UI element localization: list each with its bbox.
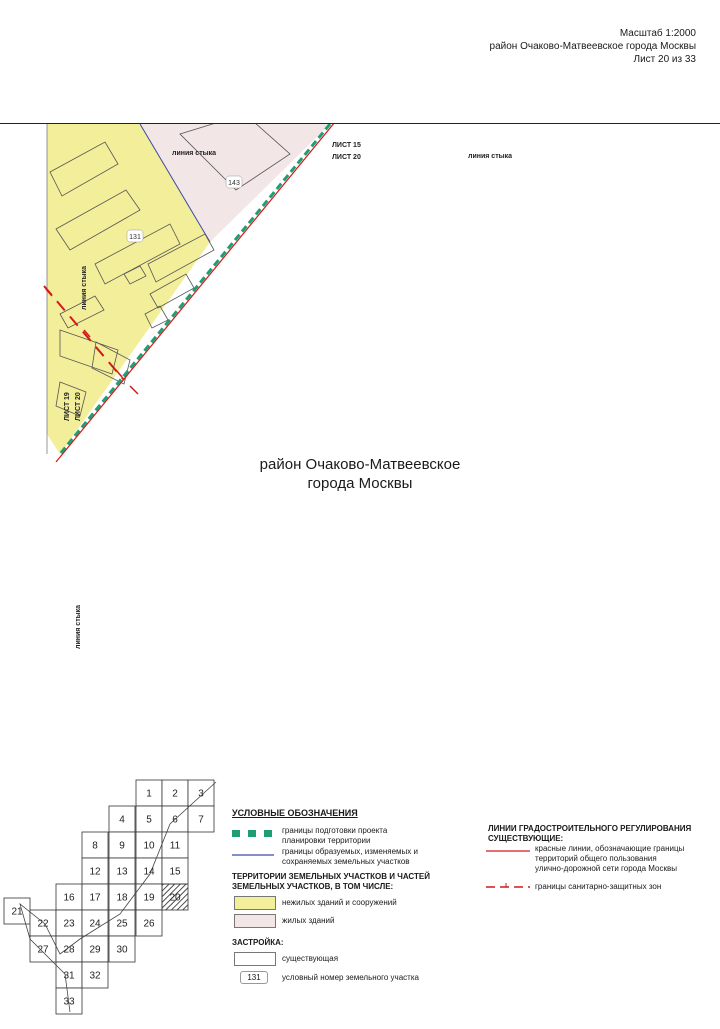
- sheet-label-15: ЛИСТ 15: [332, 142, 361, 149]
- grid-cell-label: 14: [143, 866, 155, 878]
- grid-cell-label: 23: [63, 918, 75, 930]
- grid-cell-label: 19: [143, 892, 155, 904]
- grid-cell-label: 24: [89, 918, 101, 930]
- parcel-boundary-swatch: [232, 853, 274, 857]
- buildings-title: ЗАСТРОЙКА:: [232, 938, 284, 947]
- sanitary-zone-swatch: [486, 882, 530, 890]
- sheet-label-19: ЛИСТ 19: [64, 392, 71, 421]
- grid-cell-label: 16: [63, 892, 75, 904]
- grid-cell-label: 31: [63, 970, 75, 982]
- grid-cell-label: 2: [172, 788, 178, 800]
- junction-label-top: линия стыка: [172, 150, 217, 157]
- grid-cell-label: 6: [172, 814, 178, 826]
- grid-cell-label: 13: [116, 866, 128, 878]
- residential-label: жилых зданий: [282, 916, 335, 925]
- grid-cell-label: 25: [116, 918, 128, 930]
- junction-label-bottom: линия стыка: [75, 604, 82, 649]
- existing-building-label: существующая: [282, 954, 339, 963]
- parcel-label-143: 143: [228, 180, 240, 187]
- district-title: район Очаково-Матвеевское города Москвы: [489, 41, 696, 52]
- parcel-number-sample: 131: [240, 971, 268, 984]
- sheet-number: Лист 20 из 33: [633, 54, 696, 65]
- district-name-line1: район Очаково-Матвеевское: [259, 456, 461, 473]
- nonresidential-label: нежилых зданий и сооружений: [282, 898, 397, 907]
- sanitary-zone-label: границы санитарно-защитных зон: [535, 882, 662, 891]
- grid-cell-label: 28: [63, 944, 75, 956]
- grid-cell-label: 10: [143, 840, 155, 852]
- existing-building-swatch: [234, 952, 276, 966]
- planning-boundary-label: границы подготовки проекта планировки территории: [282, 826, 388, 845]
- grid-cell-label: 29: [89, 944, 101, 956]
- grid-cell-label: 15: [169, 866, 181, 878]
- grid-cell-label: 7: [198, 814, 204, 826]
- map-canvas[interactable]: [0, 124, 720, 764]
- nonresidential-swatch: [234, 896, 276, 910]
- grid-cell-label: 4: [119, 814, 125, 826]
- grid-cell-label: 21: [11, 906, 23, 918]
- planning-boundary-swatch: [232, 828, 274, 838]
- grid-cell-label: 30: [116, 944, 128, 956]
- title-block: [0, 0, 720, 124]
- red-line-swatch: [486, 849, 530, 853]
- regulation-title: ЛИНИИ ГРАДОСТРОИТЕЛЬНОГО РЕГУЛИРОВАНИЯ СУЩЕСТВУЮЩИЕ:: [488, 824, 692, 843]
- grid-cell-label: 3: [198, 788, 204, 800]
- grid-cell-label: 22: [37, 918, 49, 930]
- district-name-line2: города Москвы: [307, 475, 413, 492]
- junction-label-left: линия стыка: [81, 265, 88, 310]
- red-line-label: красные линии, обозначающие границы территорий общего пользования улично-дорожной сети города Москвы: [535, 844, 685, 873]
- sheet-label-20-vertical: ЛИСТ 20: [75, 392, 82, 421]
- grid-cell-label: 1: [146, 788, 152, 800]
- grid-cells[interactable]: [4, 780, 216, 1014]
- residential-swatch: [234, 914, 276, 928]
- parcel-boundary-label: границы образуемых, изменяемых и сохраняемых земельных участков: [282, 847, 418, 866]
- grid-cell-label: 12: [89, 866, 101, 878]
- grid-cell-label: 8: [92, 840, 98, 852]
- grid-cell-label: 5: [146, 814, 152, 826]
- sheet-label-20: ЛИСТ 20: [332, 154, 361, 161]
- parcel-label-131: 131: [129, 234, 141, 241]
- territories-title: ТЕРРИТОРИИ ЗЕМЕЛЬНЫХ УЧАСТКОВ И ЧАСТЕЙ ЗЕМЕЛЬНЫХ УЧАСТКОВ, В ТОМ ЧИСЛЕ:: [232, 872, 430, 891]
- grid-cell-label: 9: [119, 840, 125, 852]
- sheet-index-grid[interactable]: [0, 764, 230, 1029]
- grid-cell-label: 33: [63, 996, 75, 1008]
- junction-label-right: линия стыка: [468, 153, 513, 160]
- grid-cell-label: 18: [116, 892, 128, 904]
- grid-cell-label: 11: [169, 840, 181, 852]
- scale-label: Масштаб 1:2000: [619, 28, 696, 39]
- grid-cell-label: 17: [89, 892, 101, 904]
- grid-cell-label: 20: [169, 892, 181, 904]
- parcel-number-label: условный номер земельного участка: [282, 973, 419, 982]
- grid-cell-label: 27: [37, 944, 49, 956]
- legend-area: [0, 764, 720, 1029]
- grid-cell-label: 26: [143, 918, 155, 930]
- legend-title: УСЛОВНЫЕ ОБОЗНАЧЕНИЯ: [232, 808, 358, 818]
- grid-cell-label: 32: [89, 970, 101, 982]
